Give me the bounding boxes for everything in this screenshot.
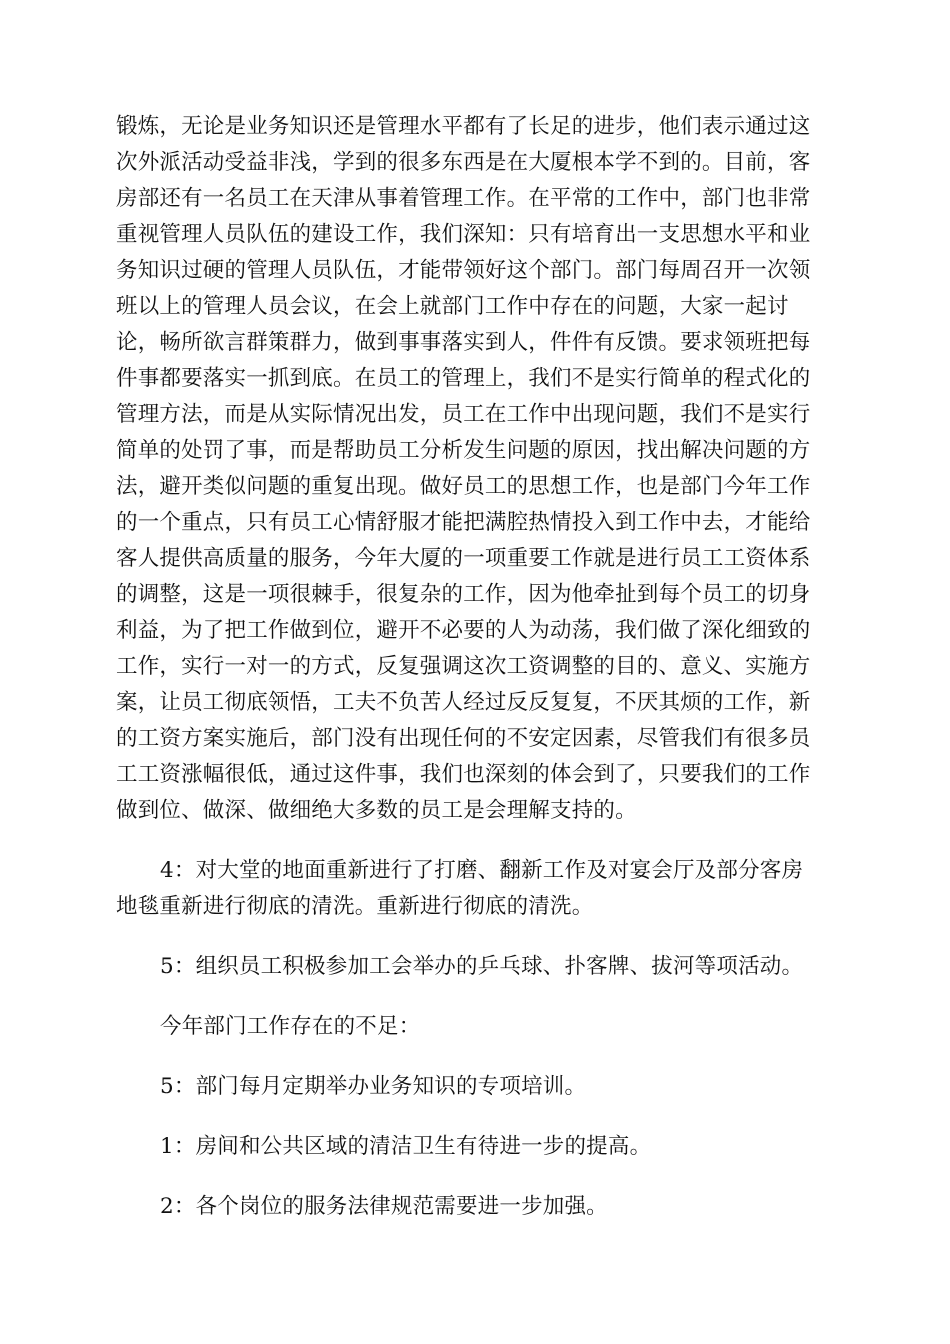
paragraph-line: 做到位、做深、做细绝大多数的员工是会理解支持的。: [116, 798, 637, 823]
paragraph-line: 班以上的管理人员会议，在会上就部门工作中存在的问题，大家一起讨: [116, 294, 789, 319]
paragraph-line: 次外派活动受益非浅，学到的很多东西是在大厦根本学不到的。目前，客: [116, 150, 811, 175]
paragraph-line: 案，让员工彻底领悟，工夫不负苦人经过反反复复，不厌其烦的工作，新: [116, 690, 811, 715]
paragraph-line: 的工资方案实施后，部门没有出现任何的不安定因素，尽管我们有很多员: [116, 726, 811, 751]
paragraph-line: 工工资涨幅很低，通过这件事，我们也深刻的体会到了，只要我们的工作: [116, 762, 811, 787]
paragraph-line: 管理方法，而是从实际情况出发，员工在工作中出现问题，我们不是实行: [116, 402, 811, 427]
list-item-4-line2: 地毯重新进行彻底的清洗。重新进行彻底的清洗。: [116, 894, 594, 919]
list-item-5-activities: 5：组织员工积极参加工会举办的乒乓球、扑客牌、拔河等项活动。: [160, 954, 804, 979]
list-item-2-service: 2：各个岗位的服务法律规范需要进一步加强。: [160, 1194, 608, 1219]
paragraph-line: 利益，为了把工作做到位，避开不必要的人为动荡，我们做了深化细致的: [116, 618, 811, 643]
paragraph-line: 重视管理人员队伍的建设工作，我们深知：只有培育出一支思想水平和业: [116, 222, 811, 247]
paragraph-line: 的调整，这是一项很棘手，很复杂的工作，因为他牵扯到每个员工的切身: [116, 582, 811, 607]
list-item-5-training: 5：部门每月定期举办业务知识的专项培训。: [160, 1074, 587, 1099]
paragraph-line: 锻炼，无论是业务知识还是管理水平都有了长足的进步，他们表示通过这: [116, 114, 811, 139]
list-item-4-line1: 4：对大堂的地面重新进行了打磨、翻新工作及对宴会厅及部分客房: [160, 858, 804, 883]
paragraph-line: 务知识过硬的管理人员队伍，才能带领好这个部门。部门每周召开一次领: [116, 258, 811, 283]
paragraph-line: 件事都要落实一抓到底。在员工的管理上，我们不是实行简单的程式化的: [116, 366, 811, 391]
paragraph-line: 法，避开类似问题的重复出现。做好员工的思想工作，也是部门今年工作: [116, 474, 811, 499]
section-heading-shortcomings: 今年部门工作存在的不足：: [160, 1014, 421, 1039]
paragraph-line: 房部还有一名员工在天津从事着管理工作。在平常的工作中，部门也非常: [116, 186, 811, 211]
paragraph-line: 客人提供高质量的服务，今年大厦的一项重要工作就是进行员工工资体系: [116, 546, 811, 571]
paragraph-line: 论，畅所欲言群策群力，做到事事落实到人，件件有反馈。要求领班把每: [116, 330, 811, 355]
list-item-1-cleaning: 1：房间和公共区域的清洁卫生有待进一步的提高。: [160, 1134, 652, 1159]
paragraph-line: 简单的处罚了事，而是帮助员工分析发生问题的原因，找出解决问题的方: [116, 438, 811, 463]
paragraph-line: 工作，实行一对一的方式，反复强调这次工资调整的目的、意义、实施方: [116, 654, 811, 679]
paragraph-line: 的一个重点，只有员工心情舒服才能把满腔热情投入到工作中去，才能给: [116, 510, 811, 535]
